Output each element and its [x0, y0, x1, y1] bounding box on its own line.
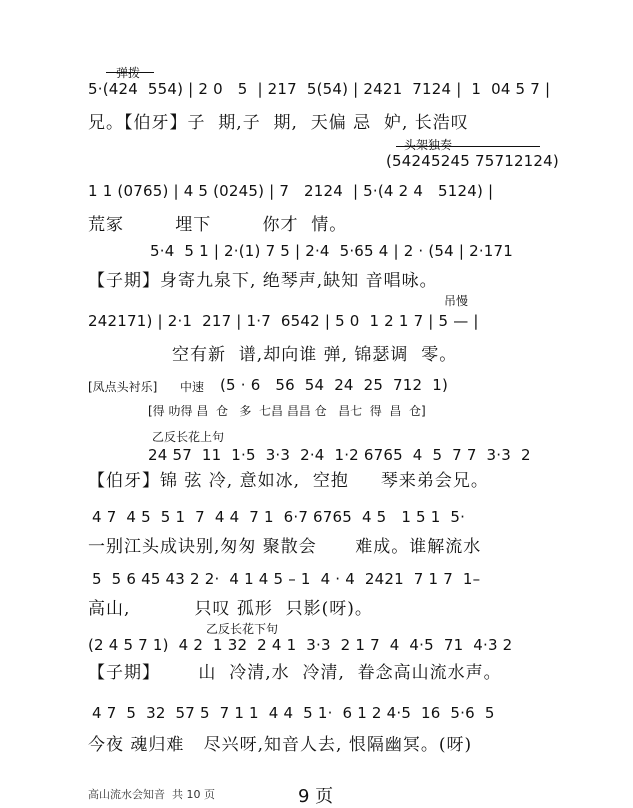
annotation-yifan-upper: 乙反长花上句: [152, 430, 225, 444]
annotation-toujia: 头架独奏: [404, 138, 453, 152]
notation-line-7: 4 7 4 5 5 1 7 4 4 7 1 6·7 6765 4 5 1 5 1 5·: [92, 508, 466, 526]
notation-line-2: 1 1 (0765) | 4 5 (0245) | 7 2124 | 5·(4 2 4 5124) |: [88, 182, 494, 200]
percussion-line: [得 叻得 昌 仓 多 七昌 昌昌 仓 昌七 得 昌 仓]: [148, 404, 426, 418]
annotation-tanbo: 弹拨: [116, 66, 141, 80]
notation-line-3: 5·4 5 1 | 2·(1) 7 5 | 2·4 5·65 4 | 2 · (54 | 2·171: [150, 242, 514, 260]
lyric-line-10: 今夜 魂归难 尽兴呀,知音人去, 恨隔幽冥。(呀): [88, 735, 473, 755]
lyric-line-2: 荒冢 埋下 你才 情。: [88, 215, 348, 235]
lyric-line-8: 高山, 只叹 孤形 只影(呀)。: [88, 599, 373, 619]
notation-upper-line-2: (54245245 75712124): [386, 152, 559, 170]
lyric-line-7: 一别江头成诀别,匆匆 聚散会 难成。谁解流水: [88, 537, 482, 557]
notation-line-6: 24 57 11 1·5 3·3 2·4 1·2 6765 4 5 7 7 3·3 2: [148, 446, 531, 464]
notation-line-10: 4 7 5 32 57 5 7 1 1 4 4 5 1· 6 1 2 4·5 16 5·6 5: [92, 704, 495, 722]
annotation-diaoman: 吊慢: [444, 294, 469, 308]
tempo-marking: 中速: [180, 380, 205, 394]
section-header-fengdiantou: [凤点头衬乐]: [88, 380, 158, 394]
notation-line-5: (5 · 6 56 54 24 25 712 1): [220, 376, 449, 394]
notation-line-4: 242171) | 2·1 217 | 1·7 6542 | 5 0 1 2 1 7 | 5 — |: [88, 312, 479, 330]
annotation-bracket: [396, 146, 540, 147]
annotation-yifan-lower: 乙反长花下句: [206, 622, 279, 636]
notation-line-9: (2 4 5 7 1) 4 2 1 32 2 4 1 3·3 2 1 7 4 4·5 71 4·3 2: [88, 636, 513, 654]
annotation-bracket: [106, 72, 154, 73]
lyric-line-9: 【子期】 山 冷清,水 冷清, 眷念高山流水声。: [88, 663, 502, 683]
notation-line-8: 5 5 6 45 43 2 2· 4 1 4 5 – 1 4 · 4 2421 7 1 7 1–: [92, 570, 481, 588]
lyric-line-4: 空有新 谱,却向谁 弹, 锦瑟调 零。: [172, 345, 458, 365]
notation-line-1: 5·(424 554) | 2 0 5 | 217 5(54) | 2421 7124 | 1 04 5 7 |: [88, 80, 551, 98]
page-number: 9 页: [298, 786, 334, 807]
footer-title: 高山流水会知音 共 10 页: [88, 788, 215, 801]
lyric-line-6: 【伯牙】锦 弦 冷, 意如冰, 空抱 琴来弟会兄。: [88, 471, 489, 491]
lyric-line-1: 兄。【伯牙】子 期,子 期, 天偏 忌 妒, 长浩叹: [88, 113, 469, 133]
lyric-line-3: 【子期】身寄九泉下, 绝琴声,缺知 音唱咏。: [88, 271, 438, 291]
